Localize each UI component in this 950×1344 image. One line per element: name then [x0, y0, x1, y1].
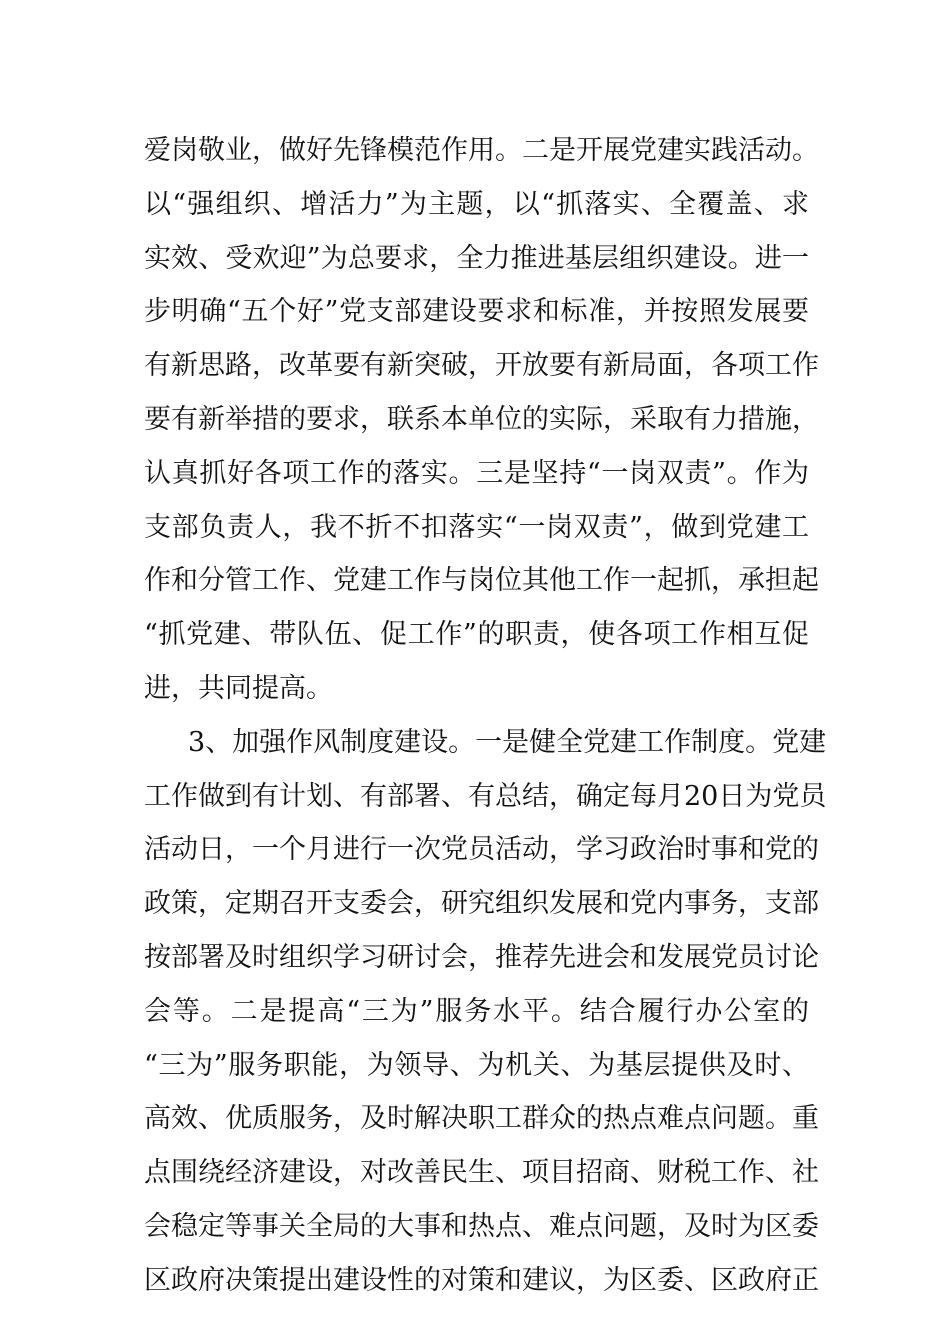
text-line: 活动日，一个月进行一次党员活动，学习政治时事和党的	[144, 834, 819, 866]
text-line: 要有新举措的要求，联系本单位的实际，采取有力措施，	[144, 403, 819, 435]
text-line: 3、加强作风制度建设。一是健全党建工作制度。党建	[188, 726, 827, 758]
text-line: 工作做到有计划、有部署、有总结，确定每月20日为党员	[144, 780, 827, 812]
body-text	[144, 124, 827, 1308]
text-line: 高效、优质服务，及时解决职工群众的热点难点问题。重	[144, 1103, 819, 1135]
text-line: 支部负责人，我不折不扣落实“一岗双责”，做到党建工	[144, 511, 809, 543]
text-line: 政策，定期召开支委会，研究组织发展和党内事务，支部	[144, 888, 819, 920]
text-line: 认真抓好各项工作的落实。三是坚持“一岗双责”。作为	[144, 457, 809, 489]
text-line: 步明确“五个好”党支部建设要求和标准，并按照发展要	[144, 296, 809, 328]
text-line: 会等。二是提高“三为”服务水平。结合履行办公室的	[144, 995, 809, 1027]
text-line: 作和分管工作、党建工作与岗位其他工作一起抓，承担起	[144, 565, 819, 597]
text-line: 会稳定等事关全局的大事和热点、难点问题，及时为区委	[144, 1210, 819, 1242]
text-line: “三为”服务职能，为领导、为机关、为基层提供及时、	[144, 1049, 809, 1081]
text-line: 有新思路，改革要有新突破，开放要有新局面，各项工作	[144, 350, 819, 382]
text-line: 实效、受欢迎”为总要求，全力推进基层组织建设。进一	[144, 242, 809, 274]
text-line: 以“强组织、增活力”为主题，以“抓落实、全覆盖、求	[144, 188, 809, 220]
paragraph-2	[144, 716, 827, 1308]
paragraph-1	[144, 124, 819, 716]
text-line: 区政府决策提出建设性的对策和建议，为区委、区政府正	[144, 1264, 819, 1296]
text-line: 按部署及时组织学习研讨会，推荐先进会和发展党员讨论	[144, 941, 819, 973]
text-line: 爱岗敬业，做好先锋模范作用。二是开展党建实践活动。	[144, 135, 819, 166]
text-line: 点围绕经济建设，对改善民生、项目招商、财税工作、社	[144, 1157, 819, 1189]
text-line: “抓党建、带队伍、促工作”的职责，使各项工作相互促	[144, 619, 809, 651]
text-line: 进，共同提高。	[144, 672, 333, 704]
